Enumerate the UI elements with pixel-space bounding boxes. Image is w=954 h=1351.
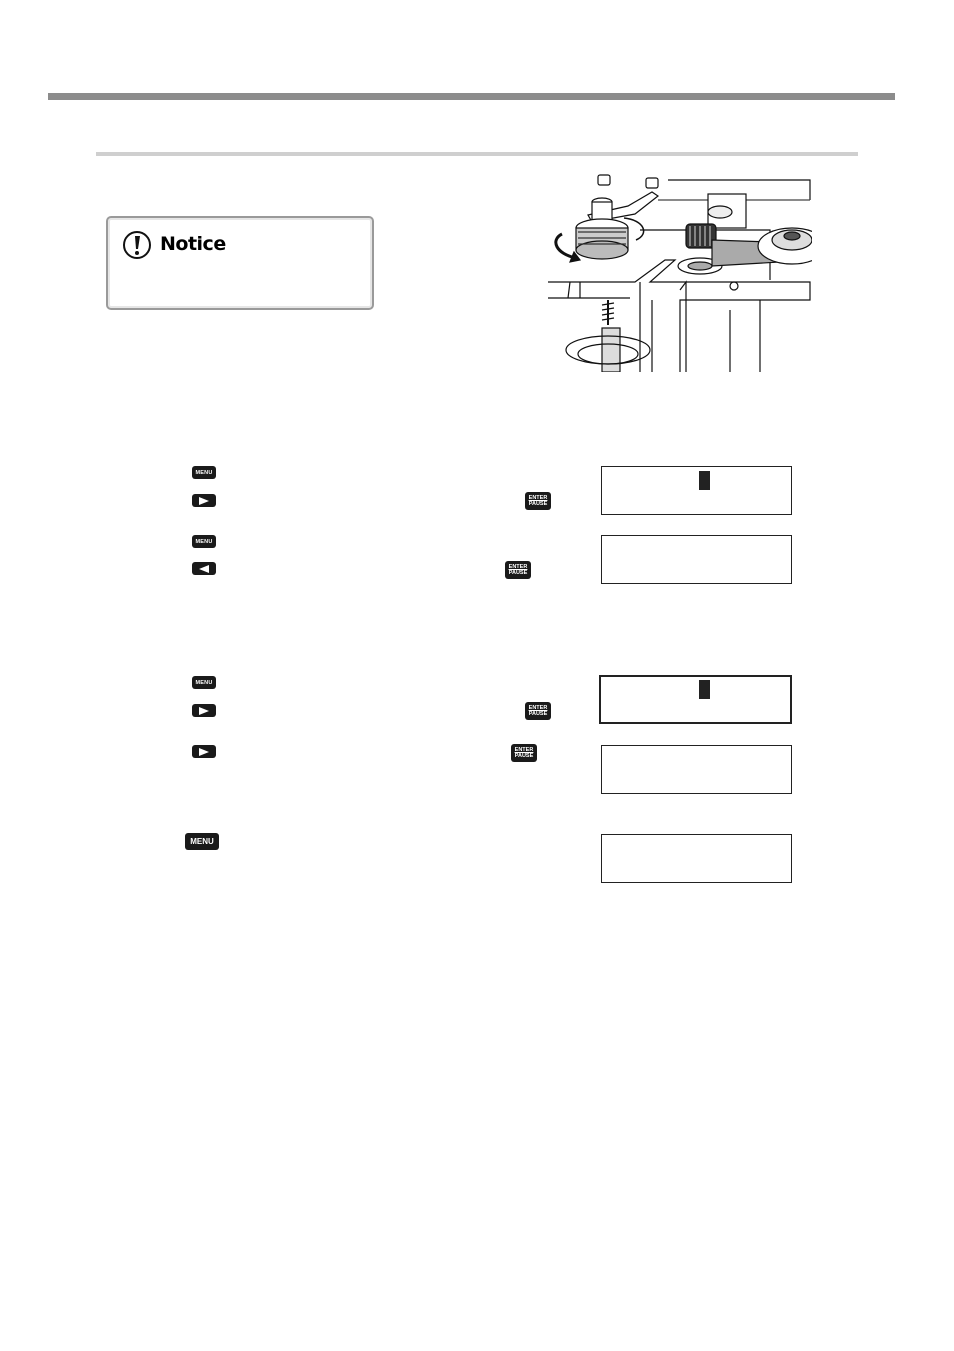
enter-pause-key-icon: ENTER PAUSE bbox=[505, 561, 531, 579]
right-arrow-key-icon bbox=[192, 494, 216, 507]
lcd-display bbox=[601, 834, 792, 883]
lcd-display bbox=[599, 675, 792, 724]
right-arrow-key-icon bbox=[192, 745, 216, 758]
exclamation-circle-icon bbox=[122, 230, 152, 260]
menu-key-icon: MENU bbox=[192, 535, 216, 548]
menu-key-icon: MENU bbox=[192, 466, 216, 479]
left-arrow-key-icon bbox=[192, 562, 216, 575]
lcd-cursor bbox=[699, 680, 710, 699]
notice-title: Notice bbox=[160, 233, 226, 255]
spring-screw-adjustment-icon bbox=[540, 170, 812, 372]
lcd-display bbox=[601, 535, 792, 584]
enter-pause-key-icon: ENTER PAUSE bbox=[525, 492, 551, 510]
right-arrow-key-icon bbox=[192, 704, 216, 717]
enter-pause-key-icon: ENTER PAUSE bbox=[511, 744, 537, 762]
lcd-display bbox=[601, 745, 792, 794]
lcd-display bbox=[601, 466, 792, 515]
lcd-cursor bbox=[699, 471, 710, 490]
menu-key-icon: MENU bbox=[185, 833, 219, 850]
menu-key-icon: MENU bbox=[192, 676, 216, 689]
section-rule bbox=[96, 152, 858, 156]
enter-pause-key-icon: ENTER PAUSE bbox=[525, 702, 551, 720]
header-rule bbox=[48, 93, 895, 100]
